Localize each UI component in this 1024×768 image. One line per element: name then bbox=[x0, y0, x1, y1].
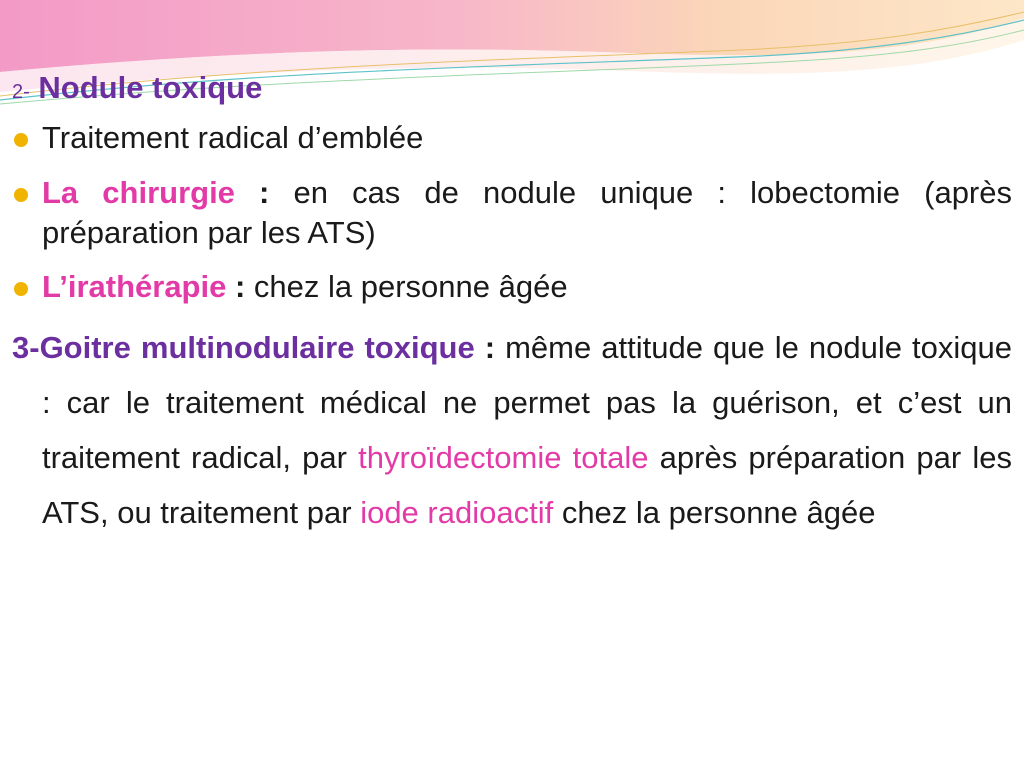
bullet-item bbox=[12, 173, 1012, 254]
bullet-item bbox=[12, 118, 1012, 158]
slide-heading bbox=[12, 68, 1012, 108]
heading-title: Nodule toxique bbox=[38, 70, 263, 105]
bullet-dot-icon bbox=[14, 282, 28, 296]
bullet-dot-icon bbox=[14, 188, 28, 202]
bullet-separator: : bbox=[226, 269, 254, 305]
bullet-item bbox=[12, 267, 1012, 307]
section-3-text: chez la personne âgée bbox=[553, 495, 876, 531]
bullet-highlight: L’irathérapie bbox=[42, 269, 227, 305]
bullet-text: chez la personne âgée bbox=[253, 269, 568, 305]
bullet-highlight: La chirurgie bbox=[42, 174, 235, 210]
heading-number: 2- bbox=[12, 81, 30, 103]
section-3-title: 3-Goitre multinodulaire toxique bbox=[12, 330, 475, 366]
section-3-highlight: iode radioactif bbox=[360, 495, 554, 531]
bullet-dot-icon bbox=[14, 133, 28, 147]
slide-content bbox=[12, 68, 1012, 541]
bullet-text: en cas de nodule unique : lobectomie (après préparation par les ATS) bbox=[42, 174, 1012, 250]
section-3-highlight: thyroïdectomie totale bbox=[358, 440, 649, 476]
bullet-separator: : bbox=[234, 174, 294, 210]
section-3-text: même attitude que le nodule toxique : car le traitement médical ne permet pas la guérison, et c’est un traitement radical, par bbox=[42, 330, 1012, 476]
section-3-separator: : bbox=[474, 330, 506, 366]
bullet-text: Traitement radical d’emblée bbox=[42, 120, 424, 156]
section-3-paragraph bbox=[12, 321, 1012, 540]
section-3-text: après préparation par les ATS, ou traitement par bbox=[42, 440, 1013, 531]
